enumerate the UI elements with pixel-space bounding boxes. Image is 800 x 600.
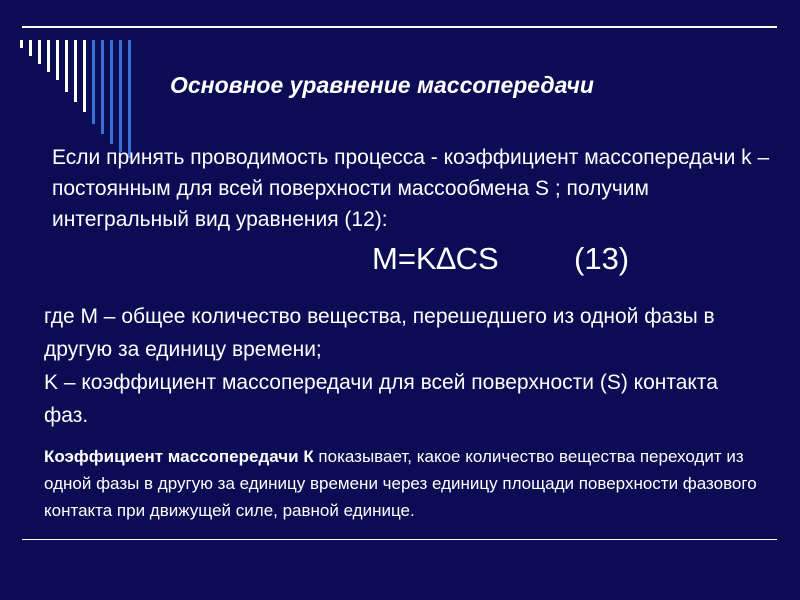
stripe <box>92 40 95 124</box>
stripe <box>110 40 113 144</box>
stripe <box>65 40 68 92</box>
stripe <box>38 40 41 64</box>
variables-explanation <box>44 300 764 432</box>
stripe <box>83 40 86 112</box>
intro-paragraph: Если принять проводимость процесса - коэффициент массопередачи k – постоянным для всей поверхности массообмена S ; получим интегральный вид уравнения (12): <box>52 146 770 231</box>
stripe <box>119 40 122 152</box>
stripe <box>101 40 104 134</box>
stripe <box>56 40 59 80</box>
top-divider <box>22 26 777 28</box>
definition-term: Коэффициент массопередачи К <box>44 447 314 466</box>
coefficient-definition <box>44 443 764 524</box>
equation-formula: M=K∆CS <box>372 241 499 276</box>
stripe <box>20 40 23 48</box>
stripe <box>47 40 50 72</box>
stripe <box>74 40 77 102</box>
bottom-divider <box>22 539 777 540</box>
variable-m-definition: где М – общее количество вещества, перешедшего из одной фазы в другую за единицу времени; <box>44 305 715 361</box>
stripe <box>128 40 131 158</box>
stripe <box>29 40 32 56</box>
slide-title: Основное уравнение массопередачи <box>170 72 594 98</box>
equation-number: (13) <box>574 241 630 276</box>
definition-text: показывает, какое количество вещества переходит из одной фазы в другую за единицу времени через единицу площади поверхности фазового контакта при движущей силе, равной единице. <box>44 447 757 520</box>
variable-k-definition: K – коэффициент массопередачи для всей поверхности (S) контакта фаз. <box>44 371 718 427</box>
